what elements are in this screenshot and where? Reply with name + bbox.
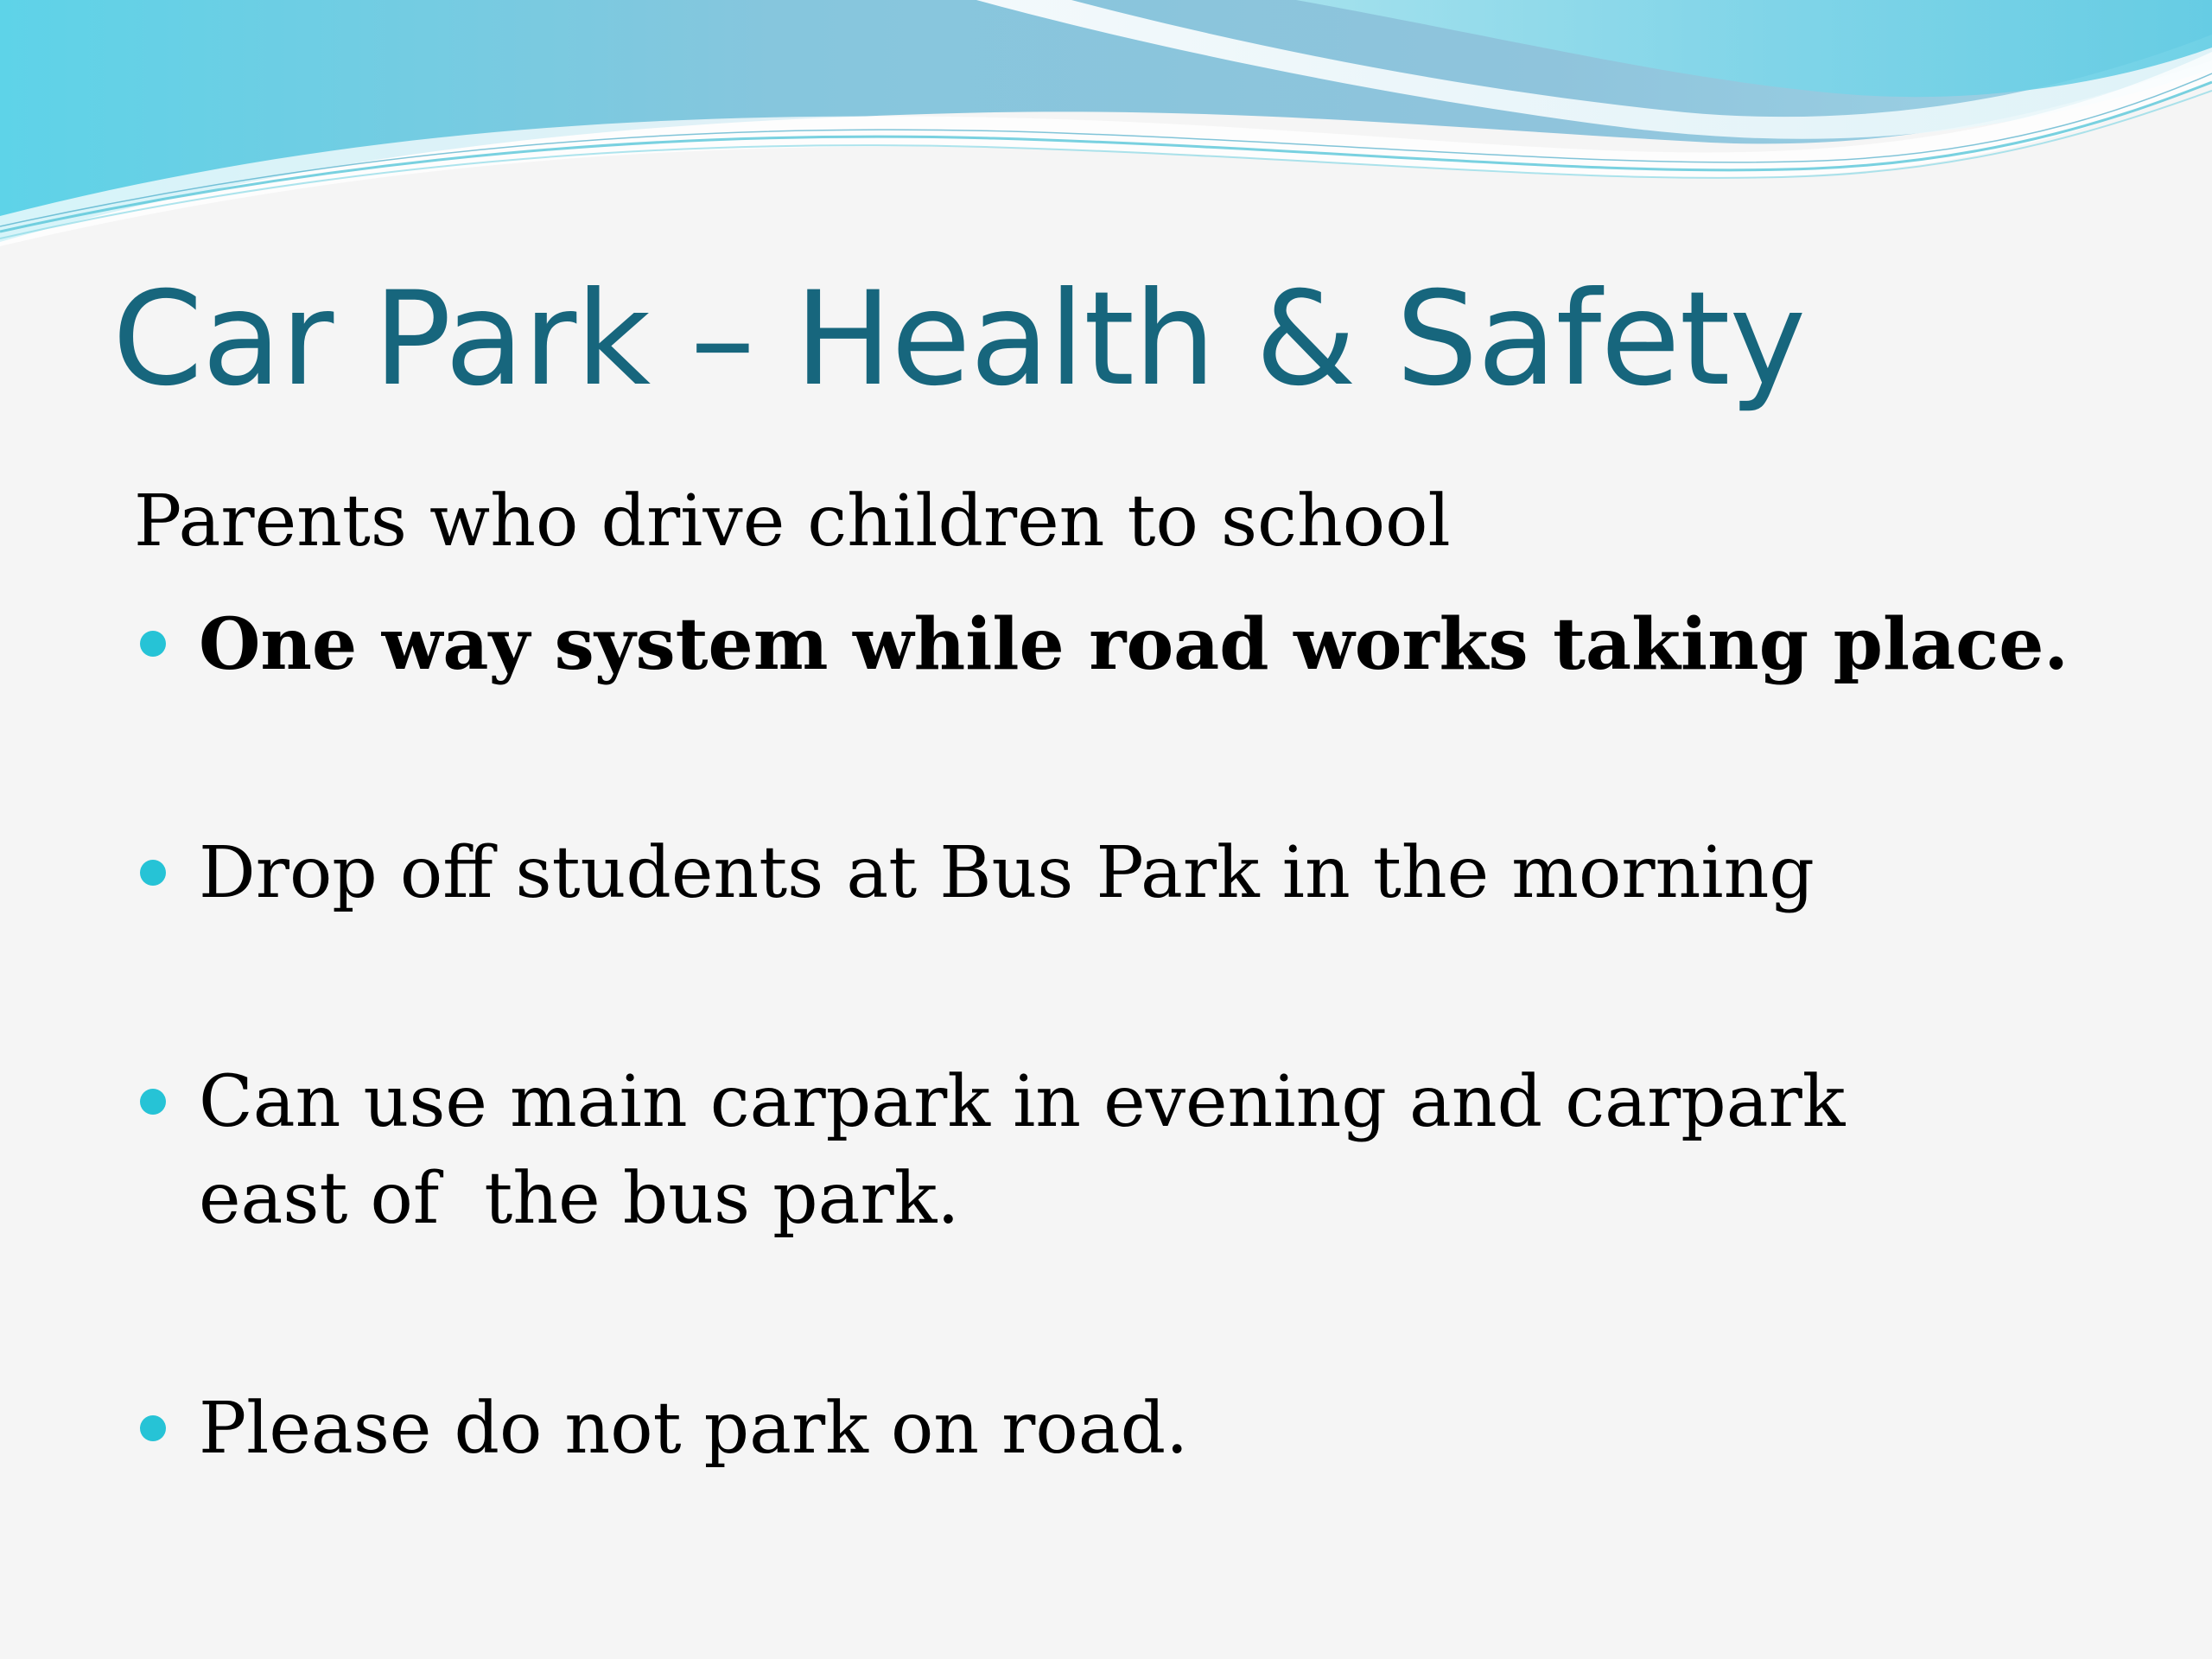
bullet-dot-icon (140, 1415, 166, 1441)
wave-header-decoration (0, 0, 2212, 276)
bullet-dot-icon (140, 860, 166, 886)
bullet-item-no-road-parking (134, 1381, 2121, 1478)
bullet-item-evening-carpark (134, 1054, 1992, 1248)
slide-title: Car Park – Health & Safety (112, 264, 1806, 415)
intro-text: Parents who drive children to school (134, 480, 1451, 563)
bullet-dot-icon (140, 1089, 166, 1115)
bullet-item-one-way-system (134, 596, 2121, 693)
bullet-text: Please do not park on road. (199, 1388, 1189, 1470)
bullet-item-drop-off (134, 825, 2121, 922)
bullet-text: One way system while road works taking place. (199, 603, 2069, 686)
bullet-text: Can use main carpark in evening and carpark east of the bus park. (199, 1061, 1868, 1240)
bullet-text: Drop off students at Bus Park in the morning (199, 832, 1815, 914)
bullet-dot-icon (140, 631, 166, 657)
